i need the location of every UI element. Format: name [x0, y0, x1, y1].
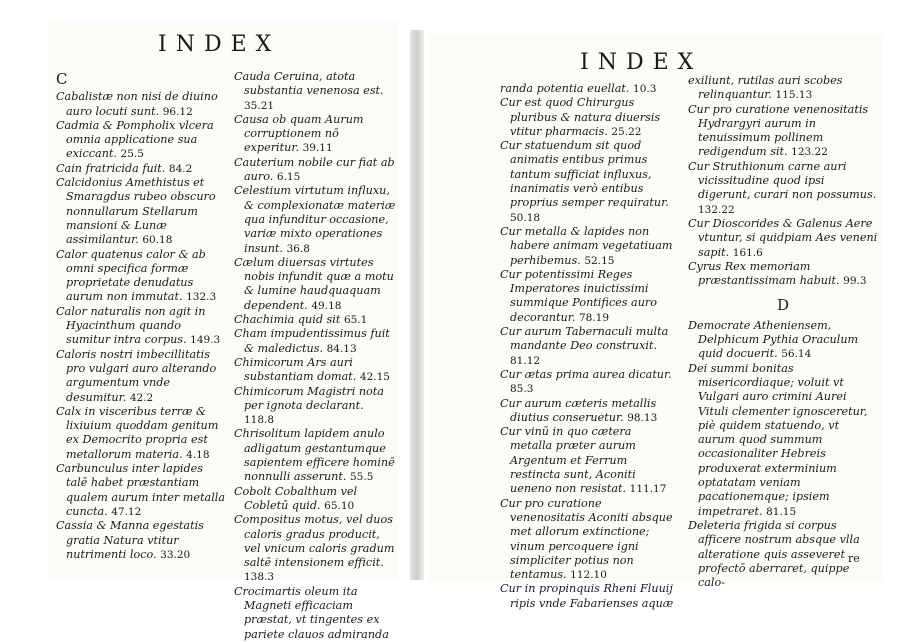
- left-page-column-2: [234, 70, 396, 642]
- entry-page-ref: 99.3: [843, 275, 867, 288]
- running-head-left: INDEX: [158, 32, 281, 57]
- entry-page-ref: 39.11: [302, 142, 333, 155]
- entry-page-ref: 50.18: [510, 211, 541, 224]
- index-entry: [688, 362, 878, 519]
- entry-text: Cur pro curatione venenositatis Hydrargyri aurum in tenuissimum pollinem redigendum sit.: [688, 102, 869, 159]
- entry-text: Celestium virtutum influxu, & complexionatæ materiæ qua infunditur occasione, variæ mixto operationes insunt.: [234, 184, 396, 255]
- catchword: re: [848, 552, 860, 565]
- entry-page-ref: 123.22: [791, 146, 828, 159]
- entry-text: Cauda Ceruina, atota substantia venenosa est.: [234, 70, 384, 98]
- entry-page-ref: 149.3: [190, 334, 221, 347]
- entry-page-ref: 84.13: [326, 342, 357, 355]
- entry-text: Cur Struthionum carne auri vicissitudine quod ipsi digerunt, curari non possumus.: [688, 159, 877, 202]
- entry-page-ref: 132.3: [186, 291, 217, 304]
- entry-text: Cur aurum Tabernaculi multa mandante Deo construxit.: [500, 325, 669, 353]
- index-entry: [56, 519, 226, 562]
- entry-text: Democrate Atheniensem, Delphicum Pythia Oraculum quid docuerit.: [688, 318, 859, 361]
- right-page: [430, 34, 882, 610]
- entry-text: exiliunt, rutilas auri scobes relinquantur.: [688, 74, 843, 102]
- entry-page-ref: 81.12: [510, 354, 541, 367]
- index-entry: [688, 103, 878, 160]
- index-entry: [500, 96, 675, 139]
- left-page-column-1: [56, 70, 226, 562]
- index-entry: [234, 113, 396, 156]
- entry-text: Cur potentissimi Reges Imperatores inuictissimi summique Pontifices auro decorantur.: [500, 267, 657, 324]
- entry-text: Cain fratricida fuit.: [56, 161, 166, 175]
- index-entry: [500, 325, 675, 368]
- index-entry: [234, 385, 396, 428]
- entry-page-ref: 65.10: [324, 499, 355, 512]
- entry-page-ref: 36.8: [286, 242, 310, 255]
- index-entry: [234, 427, 396, 484]
- entry-text: Cælum diuersas virtutes nobis infundit quæ a motu & lumine haudquaquam dependent.: [234, 255, 394, 312]
- index-entry: [234, 70, 396, 113]
- index-entry: [56, 405, 226, 462]
- running-head-right: INDEX: [580, 50, 703, 75]
- index-entry: [234, 184, 396, 255]
- entry-text: Chrisolitum lapidem anulo adligatum gestantumque sapientem efficere hominē nonnulli asserunt.: [234, 427, 395, 484]
- index-entry: [234, 485, 396, 514]
- entry-page-ref: 55.5: [350, 471, 374, 484]
- entry-text: Compositus motus, vel duos caloris gradus producit, vel vnicum caloris gradum saltē intensionem efficit.: [234, 513, 395, 570]
- entry-page-ref: 33.20: [160, 548, 191, 561]
- entry-text: Crocimartis oleum ita Magneti efficaciam præstat, vt tingentes ex pariete clauos admiranda: [234, 584, 389, 641]
- entry-page-ref: 78.19: [578, 311, 610, 324]
- entry-text: Cabalistæ non nisi de diuino auro locuti sunt.: [56, 90, 218, 118]
- entry-text: Cur aurum cæteris metallis diutius conseruetur.: [500, 396, 657, 424]
- entry-page-ref: 6.15: [276, 171, 301, 184]
- index-entry: [56, 176, 226, 247]
- index-entry: [56, 348, 226, 405]
- entry-text: Chimicorum Ars auri substantiam domat.: [234, 355, 357, 384]
- index-entry: [234, 585, 396, 642]
- entry-text: Cur in propinquis Rheni Fluuij ripis vnde Fabarienses aquæ: [500, 582, 674, 610]
- entry-page-ref: 42.2: [129, 391, 154, 404]
- index-entry: [500, 582, 675, 611]
- entry-text: Calcidonius Amethistus et Smaragdus rubeo obscuro nonnullarum Stellarum mansioni & Lunæ assimilantur.: [56, 176, 216, 247]
- entry-text: Dei summi bonitas misericordiaque; voluit vt Vulgari auro crimini Aurei Vituli clementer ignosceretur, piè quidem statuendo, vt aurum quod summum occasionaliter Hebreis produxerat exterminium optatatam veniam pacationemque; ipsiem impetraret.: [688, 361, 868, 518]
- index-entry: [56, 90, 226, 119]
- entry-page-ref: 52.15: [584, 254, 615, 267]
- entry-page-ref: 81.15: [766, 505, 797, 518]
- entry-text: Calor quatenus calor & ab omni specifica formæ proprietate denudatus aurum non immutat.: [56, 247, 206, 304]
- entry-text: Cauterium nobile cur fiat ab auro.: [234, 155, 395, 184]
- entry-page-ref: 47.12: [111, 505, 142, 518]
- entry-text: Cur ætas prima aurea dicatur.: [500, 367, 672, 381]
- entry-text: Carbunculus inter lapides talē habet præstantiam qualem aurum inter metalla cuncta.: [56, 462, 226, 518]
- entry-page-ref: 138.3: [244, 571, 275, 584]
- index-entry: [500, 425, 675, 496]
- entry-text: Causa ob quam Aurum corruptionem nō experitur.: [234, 112, 364, 155]
- index-entry: [234, 327, 396, 356]
- entry-page-ref: 161.6: [732, 246, 763, 259]
- section-letter-c: C: [56, 70, 68, 88]
- entry-text: Cyrus Rex memoriam præstantissimam habuit.: [688, 259, 840, 288]
- entry-text: Calor naturalis non agit in Hyacinthum quando sumitur intra corpus.: [56, 304, 206, 347]
- entry-page-ref: 10.3: [633, 83, 657, 95]
- entry-page-ref: 85.3: [510, 383, 534, 396]
- entry-page-ref: 112.10: [570, 569, 607, 582]
- entry-text: Cur pro curatione venenositatis Aconiti absque met allorum extinctione; vinum percoquere igni simpliciter potius non tentamus.: [500, 496, 673, 582]
- entry-text: Chimicorum Magistri nota per ignota declarant.: [234, 384, 384, 412]
- entry-text: Deleteria frigida si corpus afficere nostrum absque vlla alteratione quis asseveret profectō aberraret, quippe calo-: [688, 518, 860, 590]
- index-entry: [56, 305, 226, 348]
- index-entry: [500, 397, 675, 426]
- entry-page-ref: 111.17: [629, 483, 667, 496]
- entry-page-ref: 25.5: [120, 148, 144, 161]
- entry-text: Cur Dioscorides & Galenus Aere vtuntur, si quidpiam Aes veneni sapit.: [688, 216, 878, 259]
- right-col2-d-entries: [688, 319, 878, 591]
- entry-text: Cur statuendum sit quod animatis entibus primus tantum sufficiat influxus, inanimatis verò entibus proprius semper requiratur.: [500, 139, 669, 210]
- entry-page-ref: 96.12: [162, 105, 193, 118]
- entry-text: Cadmia & Pompholix vlcera omnia applicatione sua exiccant.: [56, 118, 214, 161]
- index-entry: [56, 162, 226, 176]
- right-page-column-2: [688, 74, 878, 590]
- index-entry: [56, 119, 226, 162]
- right-col2-c-entries: [688, 74, 878, 288]
- index-entry: [500, 368, 675, 397]
- index-entry: [500, 139, 675, 225]
- entry-text: randa potentia euellat.: [500, 82, 630, 95]
- index-entry: [234, 256, 396, 313]
- right-page-column-1: [500, 82, 675, 611]
- entry-page-ref: 115.13: [775, 89, 813, 102]
- entry-page-ref: 132.22: [698, 203, 735, 216]
- index-entry: [500, 225, 675, 268]
- entry-page-ref: 49.18: [311, 299, 342, 312]
- entry-text: Cassia & Manna egestatis gratia Natura vtitur nutrimenti loco.: [56, 519, 204, 561]
- entry-page-ref: 118.8: [244, 414, 275, 427]
- entry-page-ref: 35.21: [244, 99, 275, 112]
- index-entry: [688, 260, 878, 289]
- entry-text: Calx in visceribus terræ & lixiuium quoddam genitum ex Democrito propria est metallorum materia.: [56, 404, 219, 461]
- index-entry: [500, 497, 675, 583]
- entry-page-ref: 98.13: [627, 411, 658, 424]
- entry-text: Chachimia quid sit: [234, 313, 341, 327]
- index-entry: [500, 268, 675, 325]
- entry-text: Caloris nostri imbecillitatis pro vulgari auro alterando argumentum vnde desumitur.: [56, 347, 217, 404]
- entry-page-ref: 65.1: [343, 314, 368, 327]
- entry-page-ref: 25.22: [611, 125, 642, 138]
- index-entry: [688, 217, 878, 260]
- section-letter-d: D: [776, 296, 790, 315]
- entry-page-ref: 42.15: [359, 371, 390, 384]
- entry-text: Cobolt Cobalthum vel Cobletū quid.: [234, 484, 358, 512]
- entry-page-ref: 56.14: [781, 348, 812, 361]
- index-entry: [56, 248, 226, 305]
- index-entry: [56, 462, 226, 519]
- left-page: [48, 20, 398, 641]
- entry-text: Cur metalla & lapides non habere animam vegetatiuam perhibemus.: [500, 224, 673, 267]
- book-gutter: [410, 30, 424, 580]
- index-entry: [688, 319, 878, 362]
- entry-page-ref: 84.2: [168, 162, 193, 175]
- entry-text: Cur est quod Chirurgus pluribus & natura diuersis vtitur pharmacis.: [500, 96, 661, 138]
- index-entry: [234, 513, 396, 584]
- index-entry: [234, 313, 396, 327]
- entry-page-ref: 4.18: [186, 448, 210, 461]
- index-entry: [688, 160, 878, 217]
- index-entry: [688, 74, 878, 103]
- index-entry: [234, 356, 396, 385]
- entry-text: Cur vinū in quo cætera metalla præter aurum Argentum et Ferrum restincta sunt, Aconiti ueneno non resistat.: [500, 425, 636, 496]
- index-entry: [234, 156, 396, 185]
- entry-text: Cham impudentissimus fuit & maledictus.: [234, 327, 390, 355]
- index-entry: [500, 82, 675, 96]
- entry-page-ref: 60.18: [142, 234, 173, 247]
